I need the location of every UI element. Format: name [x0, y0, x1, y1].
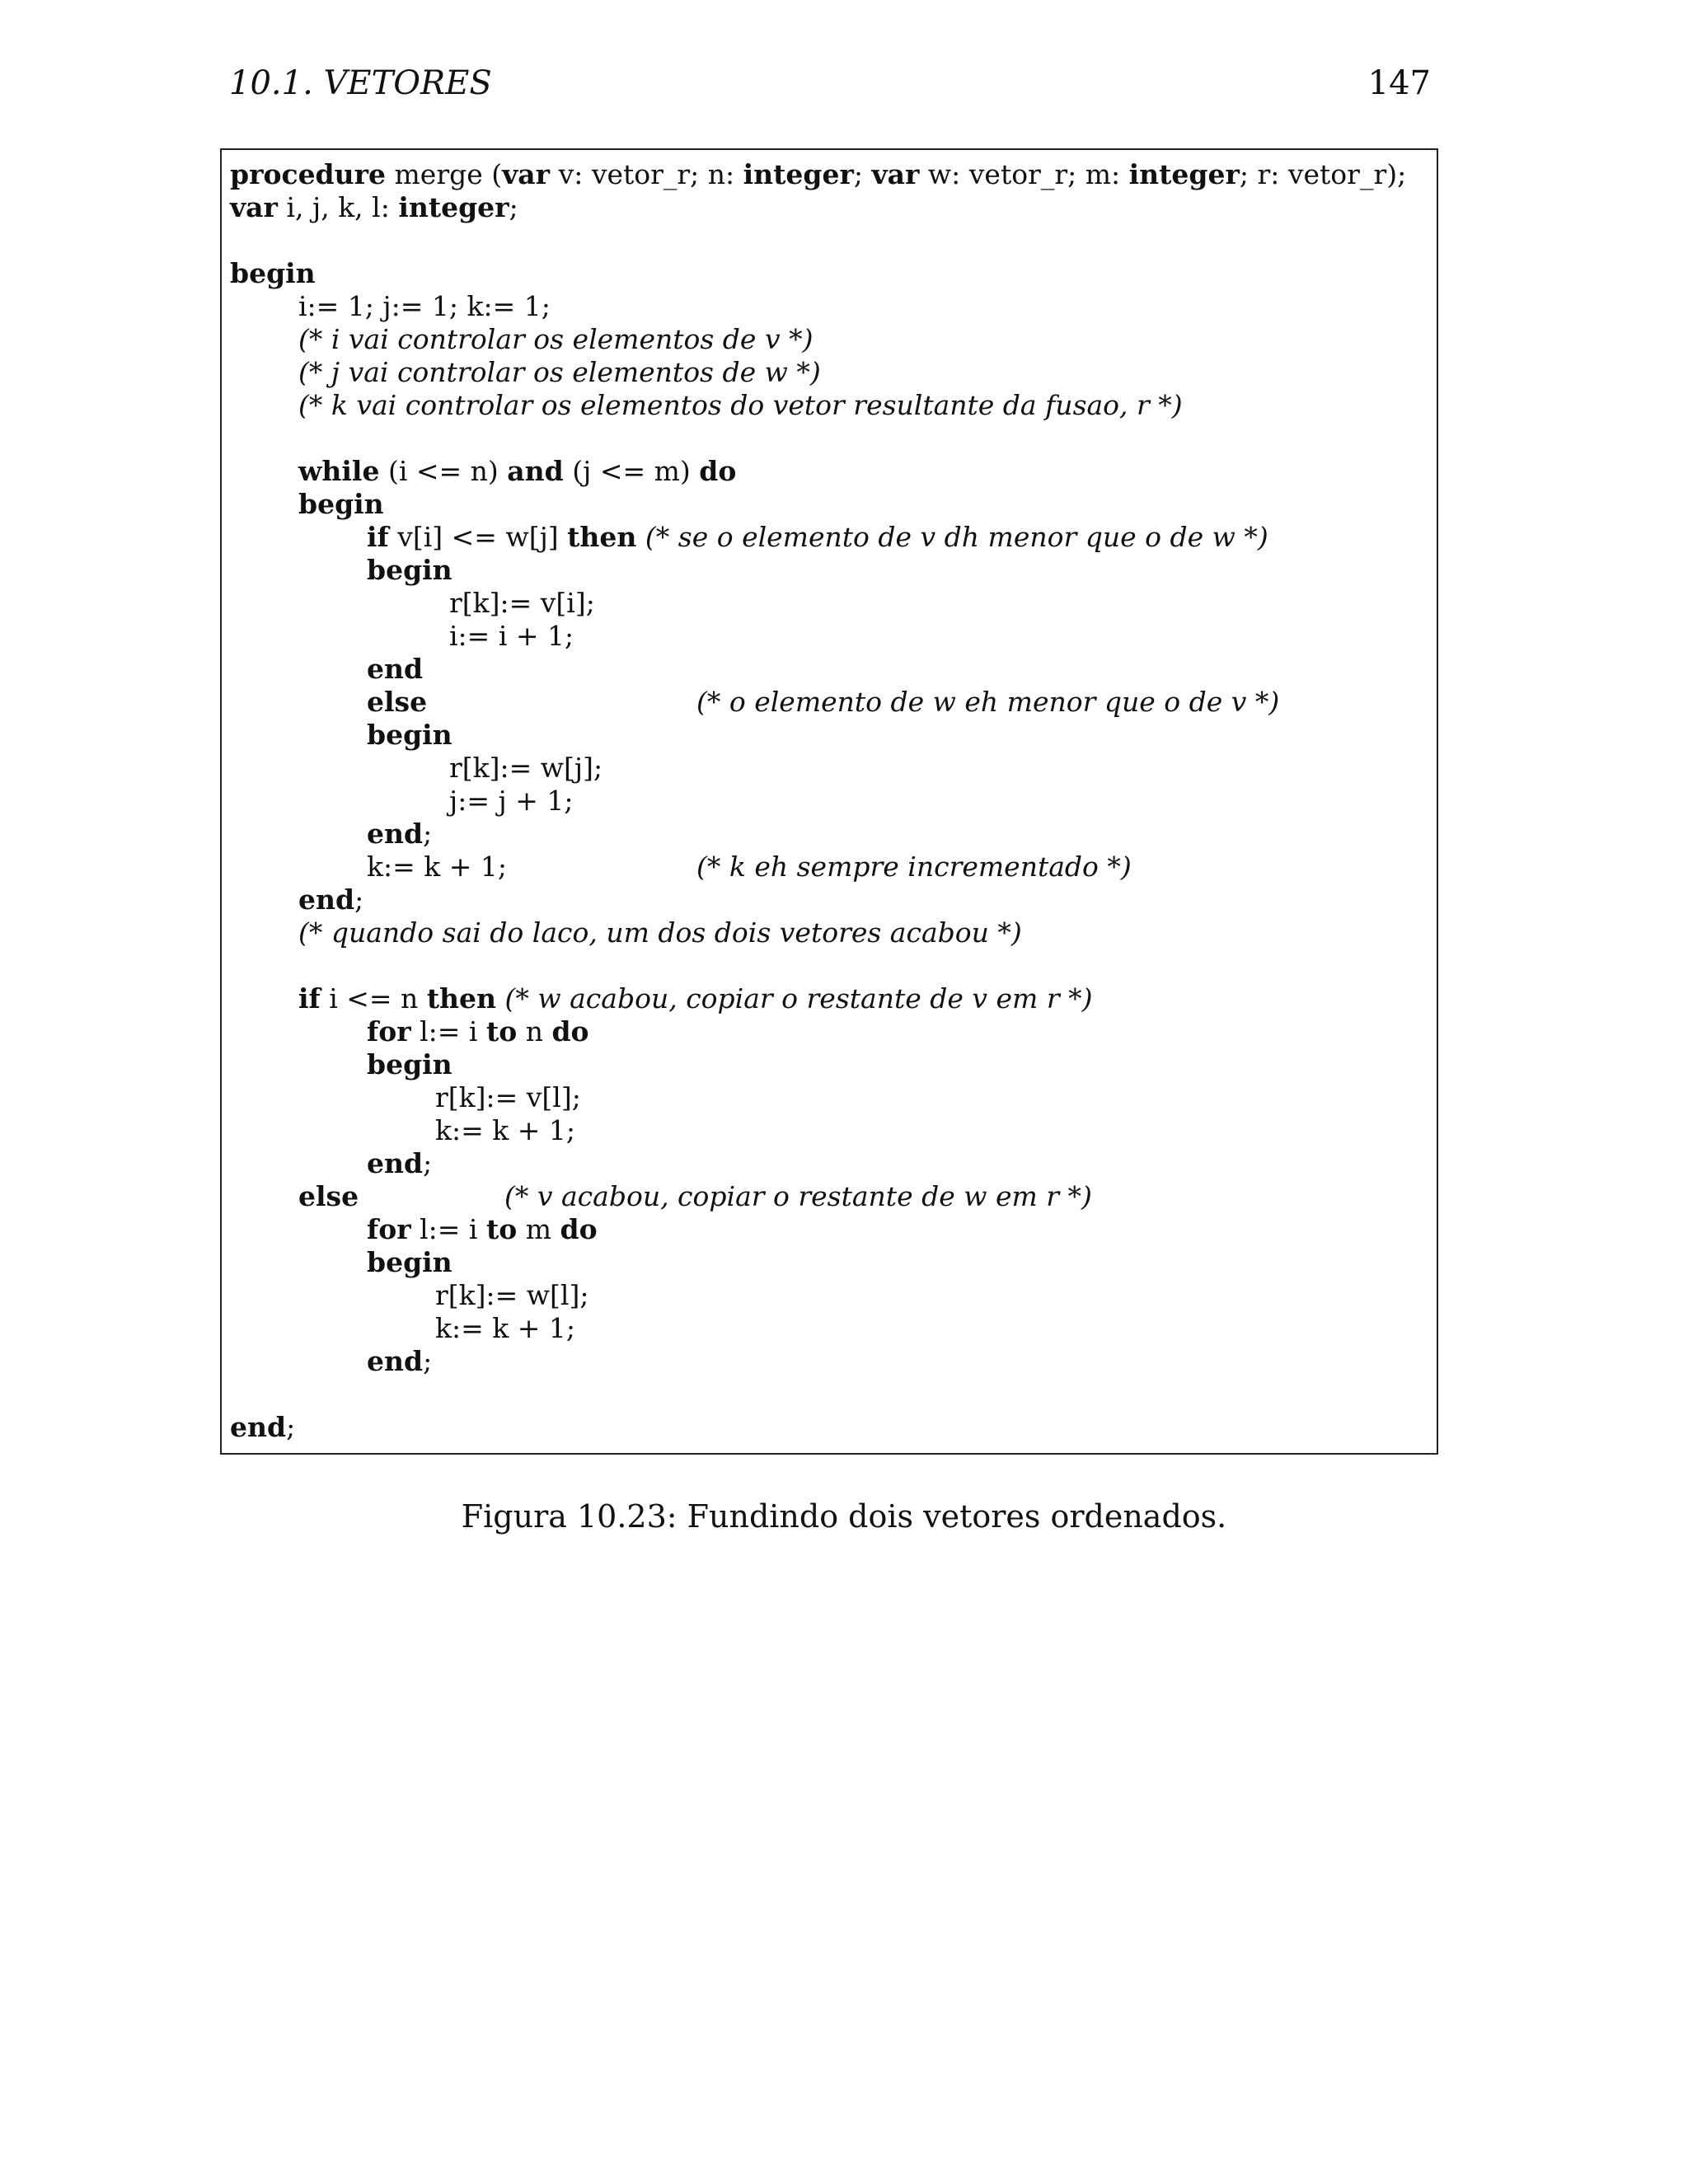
code-line: else — [367, 686, 428, 718]
code-comment: (* k vai controlar os elementos do vetor resultante da fusao, r *) — [298, 389, 1183, 421]
section-title: 10.1. VETORES — [229, 64, 492, 102]
code-line: end; — [367, 1147, 433, 1179]
code-line: begin — [367, 554, 452, 586]
code-line: begin — [367, 1048, 452, 1080]
code-comment: (* o elemento de w eh menor que o de v *) — [696, 686, 1280, 718]
code-listing — [220, 148, 1438, 1455]
code-comment: (* i vai controlar os elementos de v *) — [298, 323, 814, 355]
figure-caption: Figura 10.23: Fundindo dois vetores ordenados. — [461, 1498, 1227, 1535]
code-line: begin — [298, 488, 384, 520]
code-line: begin — [230, 257, 316, 289]
code-comment: (* quando sai do laco, um dos dois vetores acabou *) — [298, 916, 1022, 949]
code-line: end — [367, 653, 424, 685]
code-line: end; — [230, 1411, 296, 1443]
code-line: r[k]:= v[l]; — [435, 1081, 581, 1113]
code-line: r[k]:= w[l]; — [435, 1279, 589, 1311]
code-line: r[k]:= w[j]; — [449, 752, 603, 784]
code-comment: (* k eh sempre incrementado *) — [696, 851, 1132, 883]
code-line: var i, j, k, l: integer; — [230, 191, 518, 223]
code-line: end; — [367, 818, 433, 850]
code-line: k:= k + 1; — [435, 1114, 575, 1146]
code-line: if v[i] <= w[j] then (* se o elemento de v dh menor que o de w *) — [367, 521, 1268, 553]
code-line: i:= 1; j:= 1; k:= 1; — [298, 290, 551, 322]
code-line: k:= k + 1; — [435, 1312, 575, 1344]
code-line: i:= i + 1; — [449, 620, 574, 652]
code-comment: (* v acabou, copiar o restante de w em r *) — [504, 1180, 1092, 1212]
code-line: r[k]:= v[i]; — [449, 587, 595, 619]
code-line: end; — [367, 1345, 433, 1377]
code-line: if i <= n then (* w acabou, copiar o restante de v em r *) — [298, 982, 1093, 1015]
running-head — [229, 64, 1431, 114]
code-line: while (i <= n) and (j <= m) do — [298, 455, 737, 487]
code-line: begin — [367, 1246, 452, 1278]
code-line: for l:= i to n do — [367, 1015, 589, 1047]
code-line: for l:= i to m do — [367, 1213, 598, 1245]
code-line: begin — [367, 719, 452, 751]
page-number: 147 — [1367, 64, 1431, 102]
code-line: else — [298, 1180, 359, 1212]
code-comment: (* j vai controlar os elementos de w *) — [298, 356, 821, 388]
code-line: j:= j + 1; — [449, 785, 574, 817]
code-line: end; — [298, 883, 364, 916]
code-line: procedure merge (var v: vetor_r; n: integer; var w: vetor_r; m: integer; r: vetor_r); — [230, 158, 1407, 190]
code-line: k:= k + 1; — [367, 851, 507, 883]
